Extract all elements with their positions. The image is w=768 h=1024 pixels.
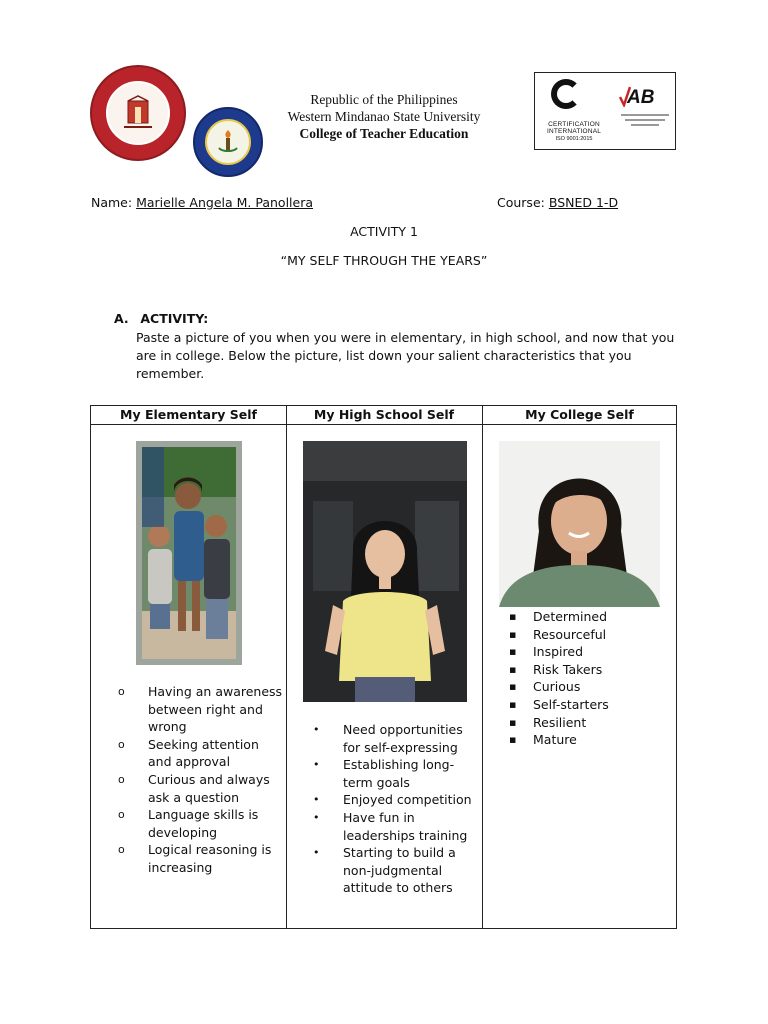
header-high-school: My High School Self: [313, 407, 455, 422]
list-item-text: Curious and always ask a question: [148, 771, 270, 805]
bullet-icon: •: [313, 810, 320, 824]
jab-mark: AB: [627, 87, 655, 108]
self-table: [90, 405, 677, 929]
bullet-icon: •: [313, 723, 320, 736]
name-label: Name:: [91, 195, 133, 210]
list-item: [118, 806, 283, 841]
list-item-text: Having an awareness between right and wrong: [148, 684, 283, 735]
college-characteristics: [509, 608, 674, 749]
list-item-text: Curious: [533, 679, 581, 695]
list-item-text: Logical reasoning is increasing: [148, 842, 272, 875]
bullet-icon: o: [118, 685, 125, 698]
college-name: College of Teacher Education: [299, 126, 469, 141]
bullet-icon: ▪: [509, 733, 517, 747]
bullet-icon: ▪: [509, 627, 517, 641]
name-value: Marielle Angela M. Panollera: [136, 195, 314, 210]
list-item-text: Need opportunities for self-expressing: [343, 722, 463, 755]
high-school-characteristics: [313, 721, 478, 897]
elementary-characteristics: [118, 683, 283, 877]
bullet-icon: o: [118, 843, 125, 857]
certification-label: CERTIFICATION INTERNATIONAL: [546, 121, 602, 135]
list-item-text: Establishing long-term goals: [343, 757, 455, 790]
torch-icon: [214, 128, 242, 156]
list-item-text: Starting to build a non-judgmental attitude to others: [343, 845, 456, 896]
activity-title: ACTIVITY 1: [350, 224, 418, 239]
column-divider: [482, 406, 483, 928]
bullet-icon: ▪: [509, 697, 517, 711]
bullet-icon: •: [313, 793, 320, 807]
list-item-text: Enjoyed competition: [343, 792, 472, 808]
list-item: [313, 756, 478, 791]
list-item: [509, 643, 674, 661]
bullet-icon: •: [313, 758, 320, 772]
section-heading: [114, 311, 208, 326]
college-photo: [499, 441, 660, 607]
course-label: Course:: [497, 195, 545, 210]
list-item-text: Mature: [533, 732, 577, 748]
wmsu-seal: [90, 65, 186, 161]
list-item: [118, 683, 283, 736]
bullet-icon: ▪: [509, 610, 517, 623]
header-college: My College Self: [525, 407, 634, 422]
cte-seal: [193, 107, 263, 177]
certification-ring-icon: [551, 79, 581, 109]
bullet-icon: o: [118, 737, 125, 751]
section-label: A.: [114, 311, 129, 326]
list-item-text: Seeking attention and approval: [148, 736, 259, 770]
list-item-text: Inspired: [533, 644, 584, 660]
list-item: [509, 661, 674, 679]
university-name: Western Mindanao State University: [287, 109, 481, 124]
list-item: [509, 608, 674, 626]
jab-fineprint-icon: [617, 113, 673, 128]
list-item: [313, 791, 478, 809]
list-item-text: Self-starters: [533, 696, 609, 712]
list-item: [509, 714, 674, 732]
high-school-photo: [303, 441, 467, 702]
list-item: [118, 841, 283, 876]
list-item: [509, 678, 674, 696]
elementary-photo: [136, 441, 242, 665]
certification-logo: [534, 72, 676, 150]
list-item-text: Language skills is developing: [148, 807, 259, 840]
bullet-icon: ▪: [509, 715, 517, 729]
bullet-icon: ▪: [509, 645, 517, 659]
list-item-text: Have fun in leaderships training: [343, 809, 468, 843]
list-item-text: Resourceful: [533, 626, 607, 642]
bullet-icon: ▪: [509, 680, 517, 694]
list-item-text: Determined: [533, 609, 608, 624]
list-item-text: Risk Takers: [533, 661, 603, 677]
bullet-icon: o: [118, 772, 125, 786]
list-item-text: Resilient: [533, 714, 587, 730]
column-divider: [286, 406, 287, 928]
republic-line: Republic of the Philippines: [310, 92, 458, 107]
header-divider: [91, 424, 676, 425]
certification-iso: ISO 9001:2015: [555, 136, 593, 142]
course-row: [497, 195, 618, 210]
list-item: [509, 626, 674, 644]
name-row: [91, 195, 313, 210]
seal-emblem-icon: [118, 93, 158, 133]
bullet-icon: ▪: [509, 662, 517, 676]
bullet-icon: o: [118, 808, 125, 822]
list-item: [118, 736, 283, 771]
list-item: [509, 696, 674, 714]
activity-theme: “MY SELF THROUGH THE YEARS”: [280, 253, 488, 268]
section-title: ACTIVITY:: [140, 311, 209, 326]
list-item: [118, 771, 283, 806]
list-item: [313, 721, 478, 756]
list-item: [313, 844, 478, 897]
header-elementary: My Elementary Self: [120, 407, 257, 422]
course-value: BSNED 1-D: [548, 195, 619, 210]
bullet-icon: •: [313, 846, 320, 860]
list-item: [313, 809, 478, 844]
instructions: Paste a picture of you when you were in elementary, in high school, and now that you are in college. Below the picture, list down your salient characteristics that you remember.: [136, 330, 675, 381]
list-item: [509, 731, 674, 749]
